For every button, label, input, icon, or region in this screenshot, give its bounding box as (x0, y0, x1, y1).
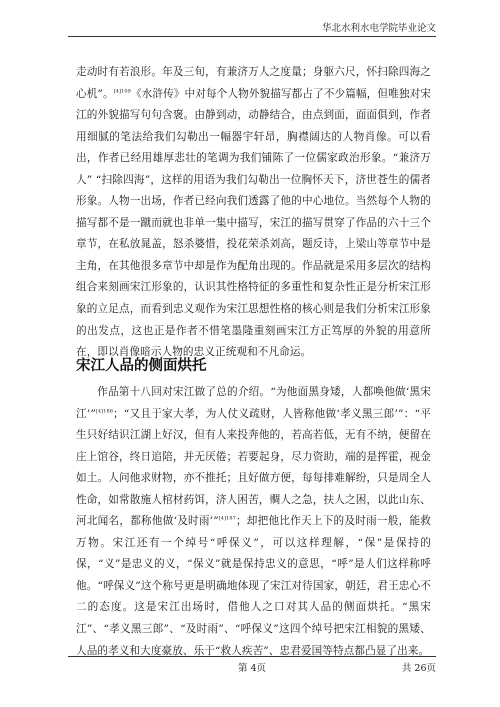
para2-text-a: 作品第十八回对宋江做了总的介绍。“为他面黑身矮，人都唤他做‘黑宋江’” (76, 386, 431, 420)
citation-ref: [4]109 (113, 88, 131, 95)
page-footer (68, 656, 436, 677)
para1-text-a: 走动时有若浪形。年及三旬，有兼济万人之度量；身躯六尺，怀扫除四海之心机”。 (76, 66, 431, 100)
para1-text-b: 《水浒传》中对每个人物外貌描写都占了不少篇幅，但唯独对宋江的外貌描写句句含褒。由静到动，动静结合，由点到面，面面俱到，作者用细腻的笔法给我们勾勒出一幅器宇轩昂，胸襟阔达的人物肖像。可以看出，作者已经用雄厚悲壮的笔调为我们铺陈了一位儒家政治形象。“兼济万人” “扫除四海”，这样的用语为我们勾勒出一位胸怀天下，济世苍生的儒者形象。人物一出场，作者已经向我们透露了他的中心地位。当然每个人物的描写都不是一蹴而就也非单一集中描写，宋江的描写贯穿了作品的六十三个章节，在私放晁盖，怒杀婆惜，投花荣杀刘高，题反诗，上梁山等章节中是主角，在其他很多章节中却是作为配角出现的。作品就是采用多层次的结构组合来刻画宋江形象的，认识其性格特征的多重性和复杂性正是分析宋江形象的立足点，而看到忠义观作为宋江思想性格的核心则是我们分析宋江形象的出发点，这也正是作者不惜笔墨隆重刻画宋江方正笃厚的外貌的用意所在，即以肖像暗示人物的忠义正统观和不凡命运。 (76, 87, 431, 359)
para2-text-c: ；却把他比作天上下的及时雨一般，能救万物。宋江还有一个绰号“呼保义”，可以这样理解，“保”是保持的保，“义”是忠义的义，“保义”就是保持忠义的意思，“呼”是人们这样称呼他。“呼保义”这个称号更是明确地体现了宋江对待国家，朝廷，君王忠心不二的态度。这是宋江出场时，借他人之口对其人品的侧面烘托。“黑宋江”、“孝义黑三郎”、“及时雨”、“呼保义”这四个绰号把宋江相貌的黑矮、人品的孝义和大度豪放、乐于“救人疾苦”、忠君爱国等特点都凸显了出来。 (76, 515, 431, 657)
paragraph-1 (76, 62, 431, 364)
page-number: 第 4页 (237, 663, 267, 674)
body-section-2 (76, 382, 431, 662)
paragraph-2 (76, 382, 431, 662)
body-section-1 (76, 62, 431, 364)
citation-ref: [4]187 (218, 515, 236, 522)
section-heading: 宋江人品的侧面烘托 (76, 358, 207, 374)
para2-text-b: ；“又且于家大孝，为人仗义疏财，人皆称他做‘孝义黑三郎’”：“平生只好结识江湖上好汉，但有人来投奔他的，若高若低，无有不纳，便留在庄上馆谷，终日追陪，并无厌倦；若要起身，尽力资助，端的是挥霍，视金如土。人问他求财物，亦不推托；且好做方便，每每排难解纷，只是周全人性命，如常散施人棺材药饵，济人困苦，赒人之急，扶人之困，以此山东、河北闻名，都称他做‘及时雨’” (76, 407, 431, 528)
page-header (68, 20, 436, 37)
page-total: 共 26页 (401, 663, 436, 674)
citation-ref: [4]186 (95, 408, 114, 415)
header-title: 华北水利水电学院毕业论文 (321, 23, 436, 34)
